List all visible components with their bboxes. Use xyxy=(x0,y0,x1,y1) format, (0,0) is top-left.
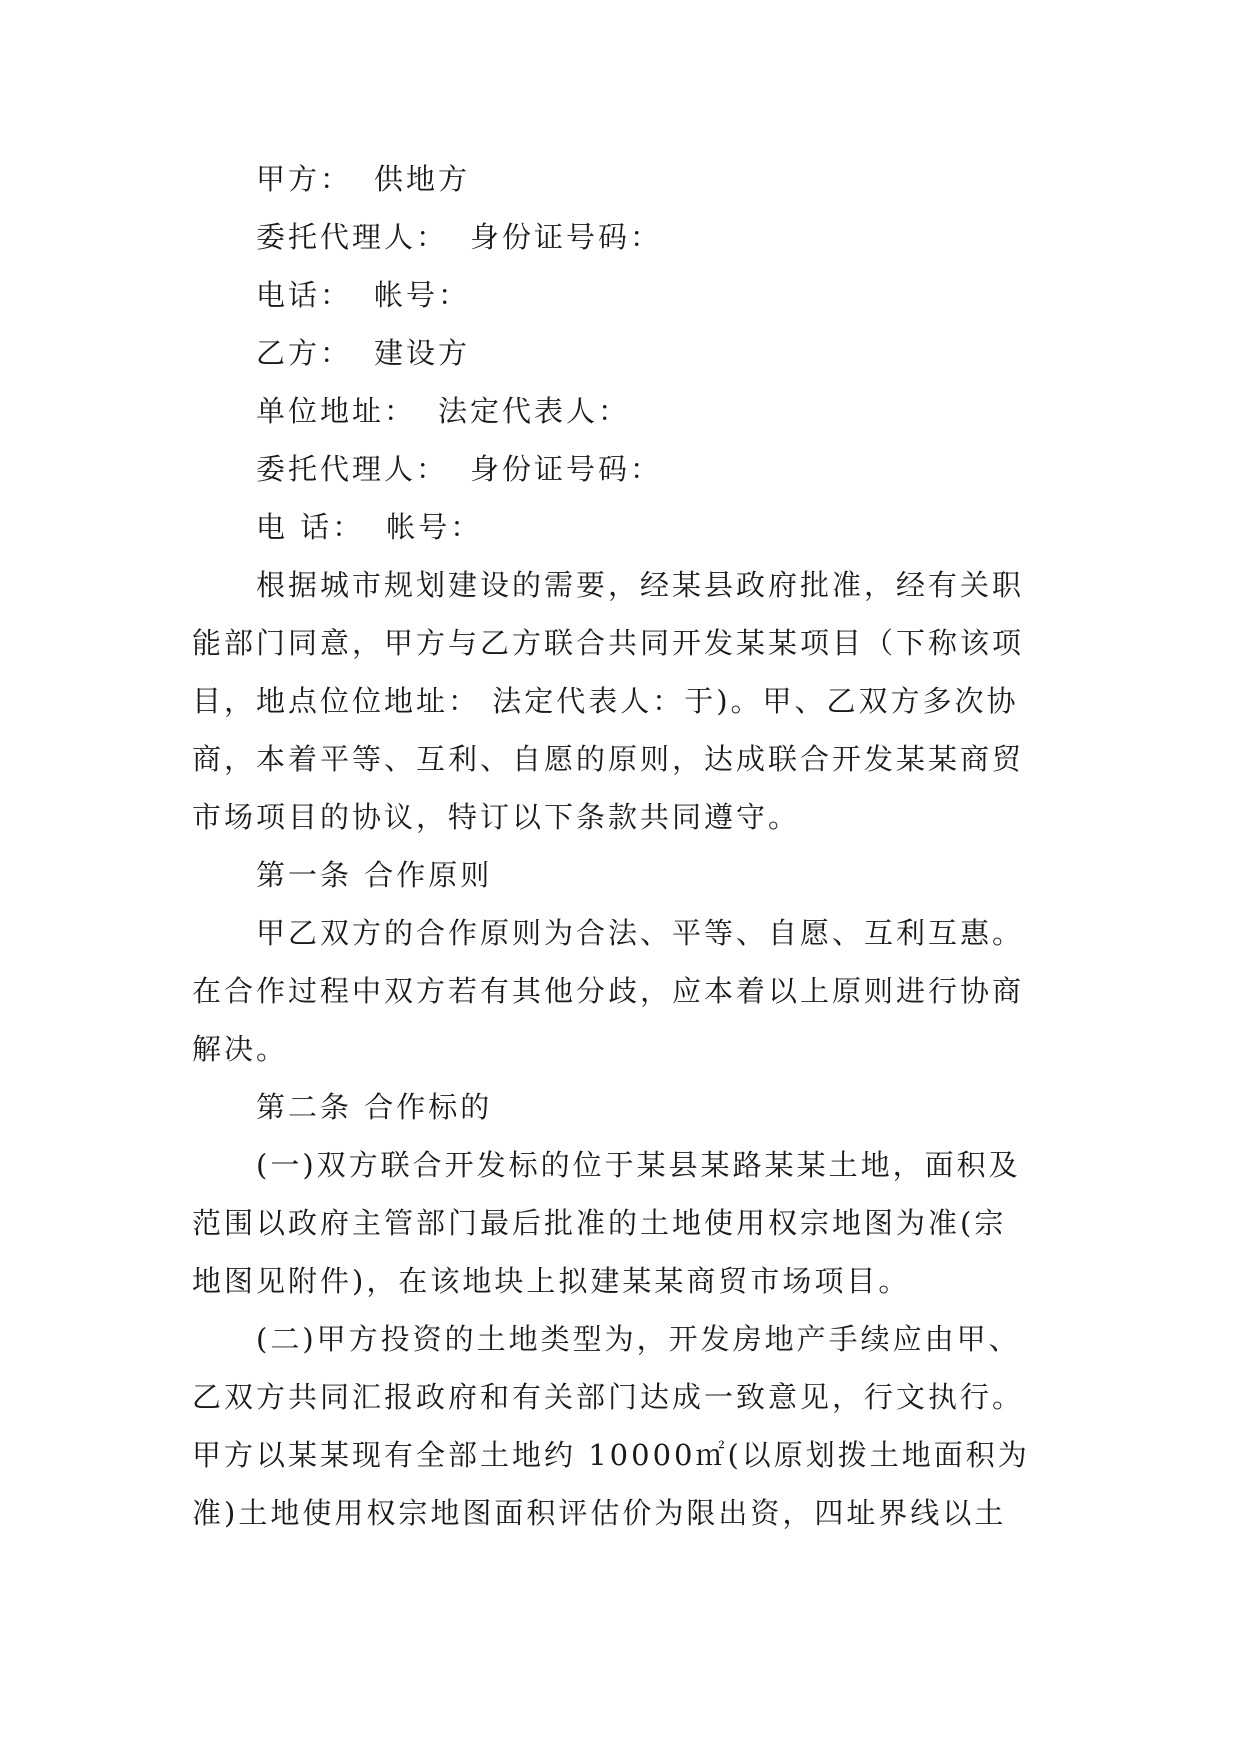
label: 单位地址： xyxy=(256,394,417,428)
party-b-agent-line xyxy=(192,440,1052,498)
party-b-address-line xyxy=(192,382,1052,440)
party-b-contact-line xyxy=(192,498,1052,556)
party-a-line xyxy=(192,150,1052,208)
preamble-line: 根据城市规划建设的需要，经某县政府批准，经有关职 xyxy=(256,568,1025,602)
article-1-line: 解决。 xyxy=(192,1032,289,1066)
preamble-line: 市场项目的协议，特订以下条款共同遵守。 xyxy=(192,800,801,834)
article-2-item-1-line: (一)双方联合开发标的位于某县某路某某土地，面积及 xyxy=(256,1148,1021,1182)
article-2-item-2-line: (二)甲方投资的土地类型为，开发房地产手续应由甲、 xyxy=(256,1322,1021,1356)
value: 供地方 xyxy=(374,162,471,196)
label: 法定代表人： xyxy=(438,394,631,428)
party-a-agent-line xyxy=(192,208,1052,266)
label: 帐号： xyxy=(374,278,471,312)
article-2-item-2-line: 准)土地使用权宗地图面积评估价为限出资，四址界线以土 xyxy=(192,1496,1007,1530)
label: 帐号： xyxy=(386,510,483,544)
party-a-contact-line xyxy=(192,266,1052,324)
article-2-item-2-line: 乙双方共同汇报政府和有关部门达成一致意见，行文执行。 xyxy=(192,1380,1025,1414)
label: 电话： xyxy=(256,278,353,312)
party-b-line xyxy=(192,324,1052,382)
article-1-title: 第一条 合作原则 xyxy=(256,858,493,892)
preamble-line: 商，本着平等、互利、自愿的原则，达成联合开发某某商贸 xyxy=(192,742,1025,776)
preamble-line: 目，地点位位地址： 法定代表人：于)。甲、乙双方多次协 xyxy=(192,684,1019,718)
label: 身份证号码： xyxy=(470,220,663,254)
contract-page xyxy=(192,150,1052,1542)
article-2-item-2-line: 甲方以某某现有全部土地约 10000㎡(以原划拨土地面积为 xyxy=(192,1438,1030,1472)
article-2-item-1-line: 地图见附件)，在该地块上拟建某某商贸市场项目。 xyxy=(192,1264,911,1298)
label: 身份证号码： xyxy=(470,452,663,486)
preamble-line: 能部门同意，甲方与乙方联合共同开发某某项目（下称该项 xyxy=(192,626,1025,660)
label: 电 话： xyxy=(256,510,365,544)
label: 委托代理人： xyxy=(256,220,449,254)
label: 委托代理人： xyxy=(256,452,449,486)
value: 建设方 xyxy=(374,336,471,370)
article-1-line: 在合作过程中双方若有其他分歧，应本着以上原则进行协商 xyxy=(192,974,1025,1008)
article-1-line: 甲乙双方的合作原则为合法、平等、自愿、互利互惠。 xyxy=(256,916,1025,950)
article-2-item-1-line: 范围以政府主管部门最后批准的土地使用权宗地图为准(宗 xyxy=(192,1206,1007,1240)
label: 甲方： xyxy=(256,162,353,196)
article-2-title: 第二条 合作标的 xyxy=(256,1090,493,1124)
label: 乙方： xyxy=(256,336,353,370)
